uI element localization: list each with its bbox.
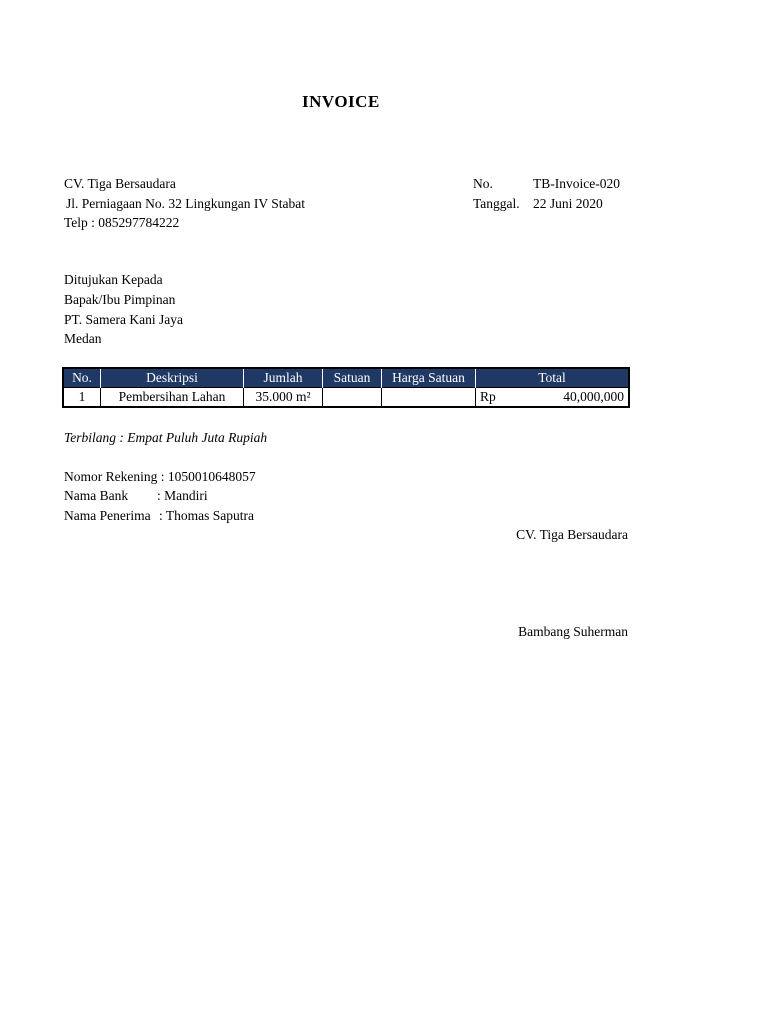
invoice-date-label: Tanggal. [473,196,520,211]
seller-name: CV. Tiga Bersaudara [64,176,176,191]
seller-address: Jl. Perniagaan No. 32 Lingkungan IV Stabat [66,196,305,211]
header-quantity: Jumlah [244,368,323,388]
header-unit-price: Harga Satuan [382,368,476,388]
row-unit [323,388,382,408]
invoice-date-value: 22 Juni 2020 [533,196,603,211]
row-unit-price [382,388,476,408]
account-holder-value: : Thomas Saputra [159,508,254,523]
bank-account-number: Nomor Rekening : 1050010648057 [64,469,256,484]
row-quantity: 35.000 m² [244,388,323,408]
header-total: Total [476,368,630,388]
row-no: 1 [63,388,101,408]
row-total-cell [476,388,630,408]
recipient-heading: Ditujukan Kepada [64,272,163,287]
recipient-city: Medan [64,331,102,346]
bank-name-label: Nama Bank [64,488,129,503]
account-holder-label: Nama Penerima [64,508,151,523]
seller-phone: Telp : 085297784222 [64,215,180,230]
invoice-number-value: TB-Invoice-020 [533,176,620,191]
invoice-items-table [62,367,630,408]
signature-company: CV. Tiga Bersaudara [516,527,628,542]
row-total: 40,000,000 [563,389,624,404]
row-description: Pembersihan Lahan [101,388,244,408]
row-currency: Rp [480,389,496,404]
recipient-company: PT. Samera Kani Jaya [64,312,183,327]
bank-name-value: : Mandiri [157,488,208,503]
table-header-row [63,368,629,388]
signature-name: Bambang Suherman [518,624,628,639]
invoice-title: INVOICE [302,92,380,111]
header-description: Deskripsi [101,368,244,388]
amount-in-words: Terbilang : Empat Puluh Juta Rupiah [64,430,268,445]
recipient-attention: Bapak/Ibu Pimpinan [64,292,176,307]
header-no: No. [63,368,101,388]
table-row [63,388,629,408]
header-unit: Satuan [323,368,382,388]
invoice-number-label: No. [473,176,493,191]
